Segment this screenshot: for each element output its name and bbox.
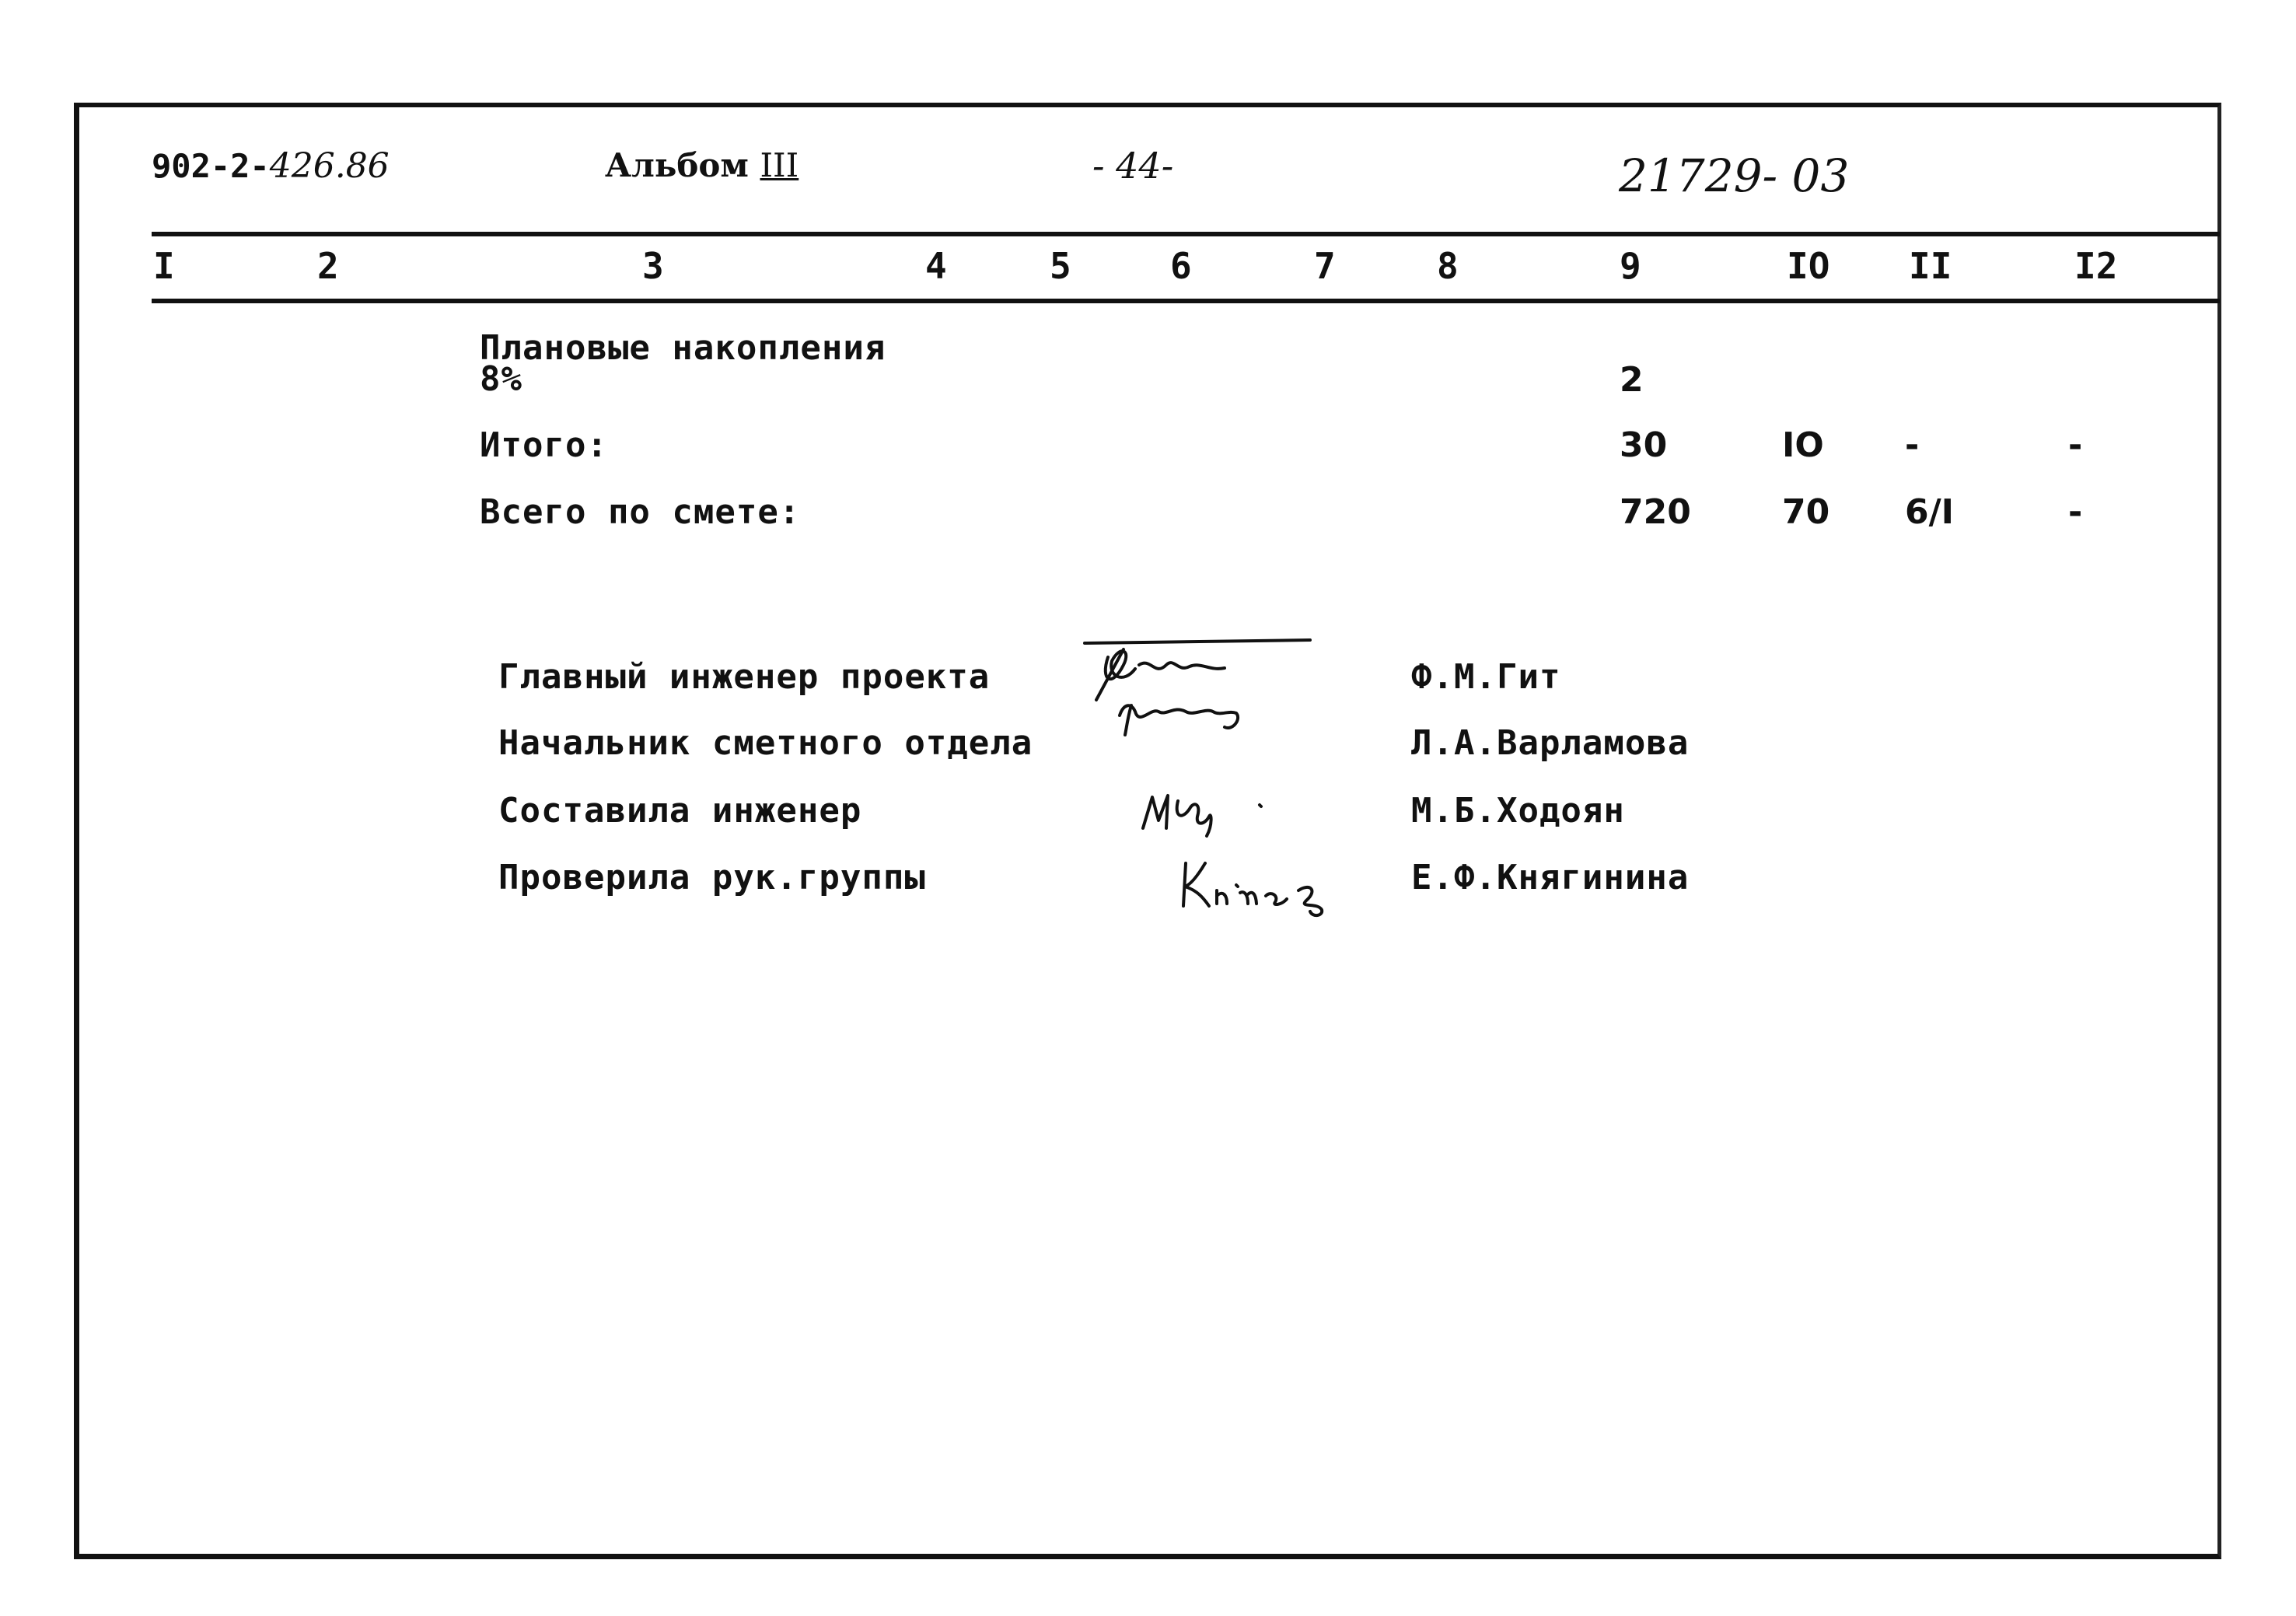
- col-number-6: 6: [1170, 245, 1192, 287]
- album-label: Альбом: [605, 146, 749, 184]
- signature-name-chief-engineer: Ф.М.Гит: [1411, 657, 1561, 697]
- col-number-2: 2: [317, 245, 339, 287]
- signature-name-estimates-head: Л.А.Варламова: [1411, 723, 1690, 763]
- row-label-subtotal: Итого:: [480, 425, 608, 465]
- row3-col9: 720: [1620, 492, 1691, 532]
- row2-col9: 30: [1620, 425, 1668, 465]
- doc-code-prefix: 902-2-: [152, 147, 270, 185]
- row2-col11: -: [1905, 425, 1920, 465]
- doc-code: [152, 146, 390, 186]
- row3-col12: -: [2068, 492, 2083, 532]
- col-number-9: 9: [1620, 245, 1641, 287]
- row-label-planned-savings: Плановые накопления: [480, 328, 886, 368]
- signature-position-estimates-head: Начальник сметного отдела: [498, 723, 1033, 763]
- signature-position-checked-by: Проверила рук.группы: [498, 858, 926, 897]
- col-number-11: II: [1909, 245, 1952, 287]
- col-number-3: 3: [642, 245, 664, 287]
- row3-col11: 6/I: [1905, 492, 1955, 532]
- row2-col12: -: [2068, 425, 2083, 465]
- signature-scribble-chief-engineer: [1077, 634, 1341, 766]
- col-number-1: I: [153, 245, 175, 287]
- row2-col10: IO: [1782, 425, 1824, 465]
- row-label-total: Всего по смете:: [480, 492, 801, 532]
- signature-position-compiled-by: Составила инженер: [498, 791, 862, 831]
- col-number-8: 8: [1437, 245, 1459, 287]
- sheet-code: 21729- 03: [1619, 149, 1850, 202]
- col-number-12: I2: [2074, 245, 2118, 287]
- col-number-10: IO: [1787, 245, 1830, 287]
- col-number-5: 5: [1050, 245, 1071, 287]
- row3-col10: 70: [1782, 492, 1830, 532]
- doc-code-suffix: 426.86: [269, 146, 390, 186]
- signature-name-compiled-by: М.Б.Ходоян: [1411, 791, 1625, 831]
- signature-scribble-checked-by: [1174, 848, 1353, 918]
- signature-position-chief-engineer: Главный инженер проекта: [498, 657, 991, 697]
- album-label-group: [605, 146, 799, 184]
- header-rule-bottom: [152, 299, 2220, 303]
- header-rule-top: [152, 232, 2220, 236]
- col-number-4: 4: [925, 245, 947, 287]
- row-label-percent: 8%: [480, 359, 522, 399]
- page-number: - 44-: [1092, 145, 1174, 187]
- row1-col9: 2: [1620, 360, 1644, 400]
- signature-name-checked-by: Е.Ф.Княгинина: [1411, 858, 1690, 897]
- col-number-7: 7: [1314, 245, 1336, 287]
- signature-scribble-compiled-by: [1135, 782, 1291, 844]
- album-number: III: [760, 146, 799, 184]
